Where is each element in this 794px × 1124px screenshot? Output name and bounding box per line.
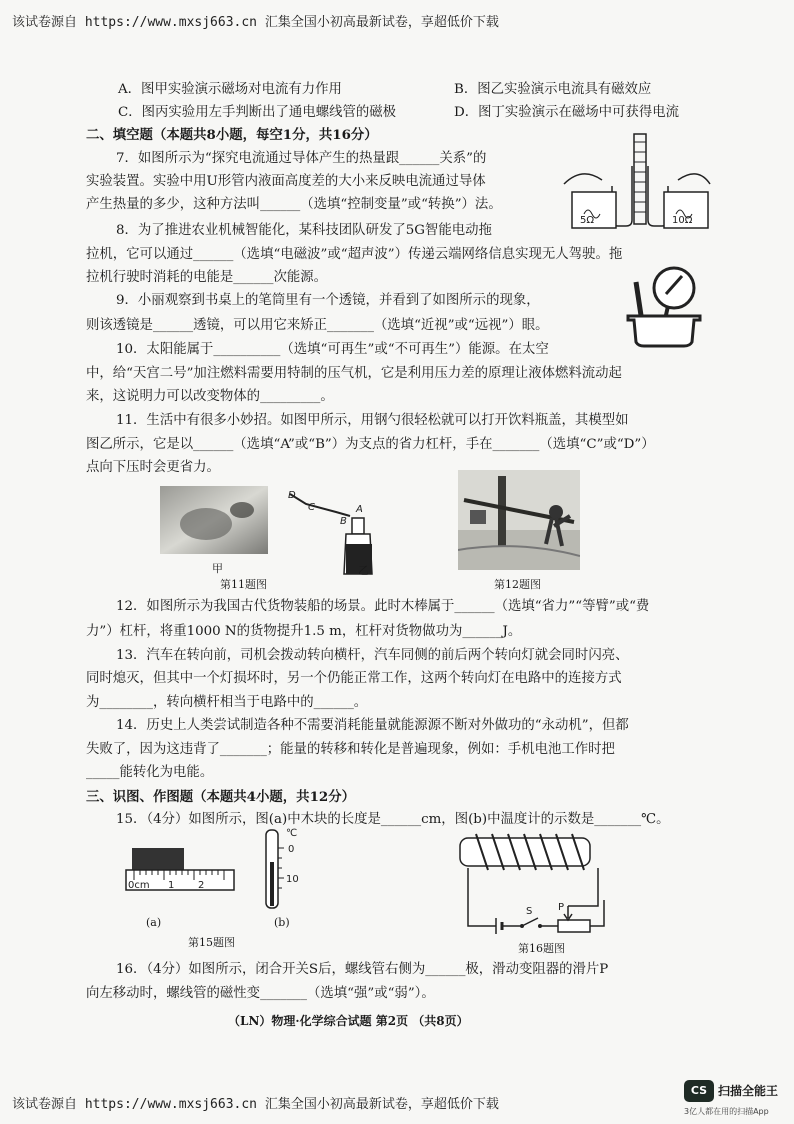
fig12-caption: 第12题图 xyxy=(494,578,541,591)
q9-pen-holder-figure xyxy=(620,262,710,348)
section3-title: 三、识图、作图题（本题共4小题，共12分） xyxy=(86,789,355,805)
q7-line3: 产生热量的多少，这种方法叫______（选填“控制变量”或“转换”）法。 xyxy=(86,197,502,212)
q10-line3: 来，这说明力可以改变物体的_________。 xyxy=(86,389,334,404)
point-c-label: C xyxy=(308,502,315,513)
point-b-label: B xyxy=(340,516,347,527)
fig12-loading-scene-figure xyxy=(458,470,580,570)
q8-line2: 拉机，它可以通过______（选填“电磁波”或“超声波”）传递云端网络信息实现无人驾驶。拖 xyxy=(86,247,623,262)
ruler-label-0: 0cm xyxy=(128,880,150,891)
fig11-sub-a: 甲 xyxy=(212,562,223,575)
q11-line3: 点向下压时会更省力。 xyxy=(86,460,220,475)
thermo-unit-label: ℃ xyxy=(286,828,298,839)
q13-line3: 为________，转向横杆相当于电路中的______。 xyxy=(86,695,368,710)
fig15-sub-a: (a) xyxy=(146,916,162,929)
ruler-label-1: 1 xyxy=(168,880,175,891)
q13-line1: 13．汽车在转向前，司机会拨动转向横杆，汽车同侧的前后两个转向灯就会同时闪亮、 xyxy=(116,648,629,663)
thermo-label-10: 10 xyxy=(286,874,299,885)
q12-line1: 12．如图所示为我国古代货物装船的场景。此时木棒属于______（选填“省力”“等臂”或“费 xyxy=(116,599,650,614)
scanner-logo-icon: CS xyxy=(684,1080,714,1102)
thermo-label-0: 0 xyxy=(288,844,295,855)
option-d: D．图丁实验演示在磁场中可获得电流 xyxy=(454,105,679,120)
fig16-circuit-figure xyxy=(448,830,618,934)
fig15-caption: 第15题图 xyxy=(188,936,235,949)
q14-line2: 失败了，因为这违背了_______；能量的转移和转化是普遍现象，例如：手机电池工作时把 xyxy=(86,742,615,757)
q14-line1: 14．历史上人类尝试制造各种不需要消耗能量就能源源不断对外做功的“永动机”，但都 xyxy=(116,718,629,733)
q16-line2: 向左移动时，螺线管的磁性变_______（选填“强”或“弱”）。 xyxy=(86,986,435,1001)
header-banner[interactable]: 该试卷源自 https://www.mxsj663.cn 汇集全国小初高最新试卷，享超低价下载 xyxy=(12,15,499,30)
page-footer: （LN）物理·化学综合试题 第2页 （共8页） xyxy=(228,1014,469,1028)
q16-line1: 16．（4分）如图所示，闭合开关S后，螺线管右侧为______极，滑动变阻器的滑片P xyxy=(116,962,609,977)
fig11-figure xyxy=(160,486,384,576)
fig16-caption: 第16题图 xyxy=(518,942,565,955)
wooden-block xyxy=(132,848,184,870)
q8-line3: 拉机行驶时消耗的电能是______次能源。 xyxy=(86,270,328,285)
q7-line1: 7．如图所示为“探究电流通过导体产生的热量跟______关系”的 xyxy=(116,151,487,166)
fig11-caption: 第11题图 xyxy=(220,578,267,591)
option-b: B．图乙实验演示电流具有磁效应 xyxy=(454,82,652,97)
q9-line2: 则该透镜是______透镜，可以用它来矫正_______（选填“近视”或“远视”）眼。 xyxy=(86,318,549,333)
q11-line1: 11．生活中有很多小妙招。如图甲所示，用钢勺很轻松就可以打开饮料瓶盖，其模型如 xyxy=(116,413,629,428)
q8-line1: 8．为了推进农业机械智能化，某科技团队研发了5G智能电动拖 xyxy=(116,223,492,238)
q12-line2: 力”）杠杆，将重1000 N的货物提升1.5 m，杠杆对货物做功为______J。 xyxy=(86,624,522,639)
q7-apparatus-figure xyxy=(562,126,712,232)
fig11-sub-b: 乙 xyxy=(358,564,369,577)
option-a: A．图甲实验演示磁场对电流有力作用 xyxy=(118,82,342,97)
svg-text:5Ω: 5Ω xyxy=(580,215,595,226)
ruler-label-2: 2 xyxy=(198,880,205,891)
point-a-label: A xyxy=(356,504,363,515)
slider-label: P xyxy=(558,902,565,913)
point-d-label: D xyxy=(288,490,296,501)
q9-line1: 9．小丽观察到书桌上的笔筒里有一个透镜，并看到了如图所示的现象， xyxy=(116,293,540,308)
switch-s xyxy=(522,918,538,926)
q10-line2: 中，给“天宫二号”加注燃料需要用特制的压气机，它是利用压力差的原理让液体燃料流动起 xyxy=(86,366,622,381)
q7-line2: 实验装置。实验中用U形管内液面高度差的大小来反映电流通过导体 xyxy=(86,174,486,189)
switch-label: S xyxy=(526,906,533,917)
svg-text:10Ω: 10Ω xyxy=(672,215,693,226)
section2-title: 二、填空题（本题共8小题，每空1分，共16分） xyxy=(86,127,378,143)
q15-text: 15．（4分）如图所示，图(a)中木块的长度是______cm，图(b)中温度计的示数是_______℃。 xyxy=(116,812,670,827)
q10-line1: 10．太阳能属于__________（选填“可再生”或“不可再生”）能源。在太空 xyxy=(116,342,549,357)
scanner-tagline: 3亿人都在用的扫描App xyxy=(684,1107,769,1116)
q13-line2: 同时熄灭，但其中一个灯损坏时，另一个仍能正常工作，这两个转向灯在电路中的连接方式 xyxy=(86,671,622,686)
fig15-sub-b: (b) xyxy=(274,916,290,929)
q14-line3: _____能转化为电能。 xyxy=(86,765,214,780)
footer-banner[interactable]: 该试卷源自 https://www.mxsj663.cn 汇集全国小初高最新试卷，享超低价下载 xyxy=(12,1097,499,1112)
option-c: C．图丙实验用左手判断出了通电螺线管的磁极 xyxy=(118,105,397,120)
rheostat xyxy=(558,920,590,932)
scanner-brand: 扫描全能王 xyxy=(718,1084,779,1098)
q11-line2: 图乙所示，它是以______（选填“A”或“B”）为支点的省力杠杆，手在_______（选填“C”或“D”） xyxy=(86,437,655,452)
